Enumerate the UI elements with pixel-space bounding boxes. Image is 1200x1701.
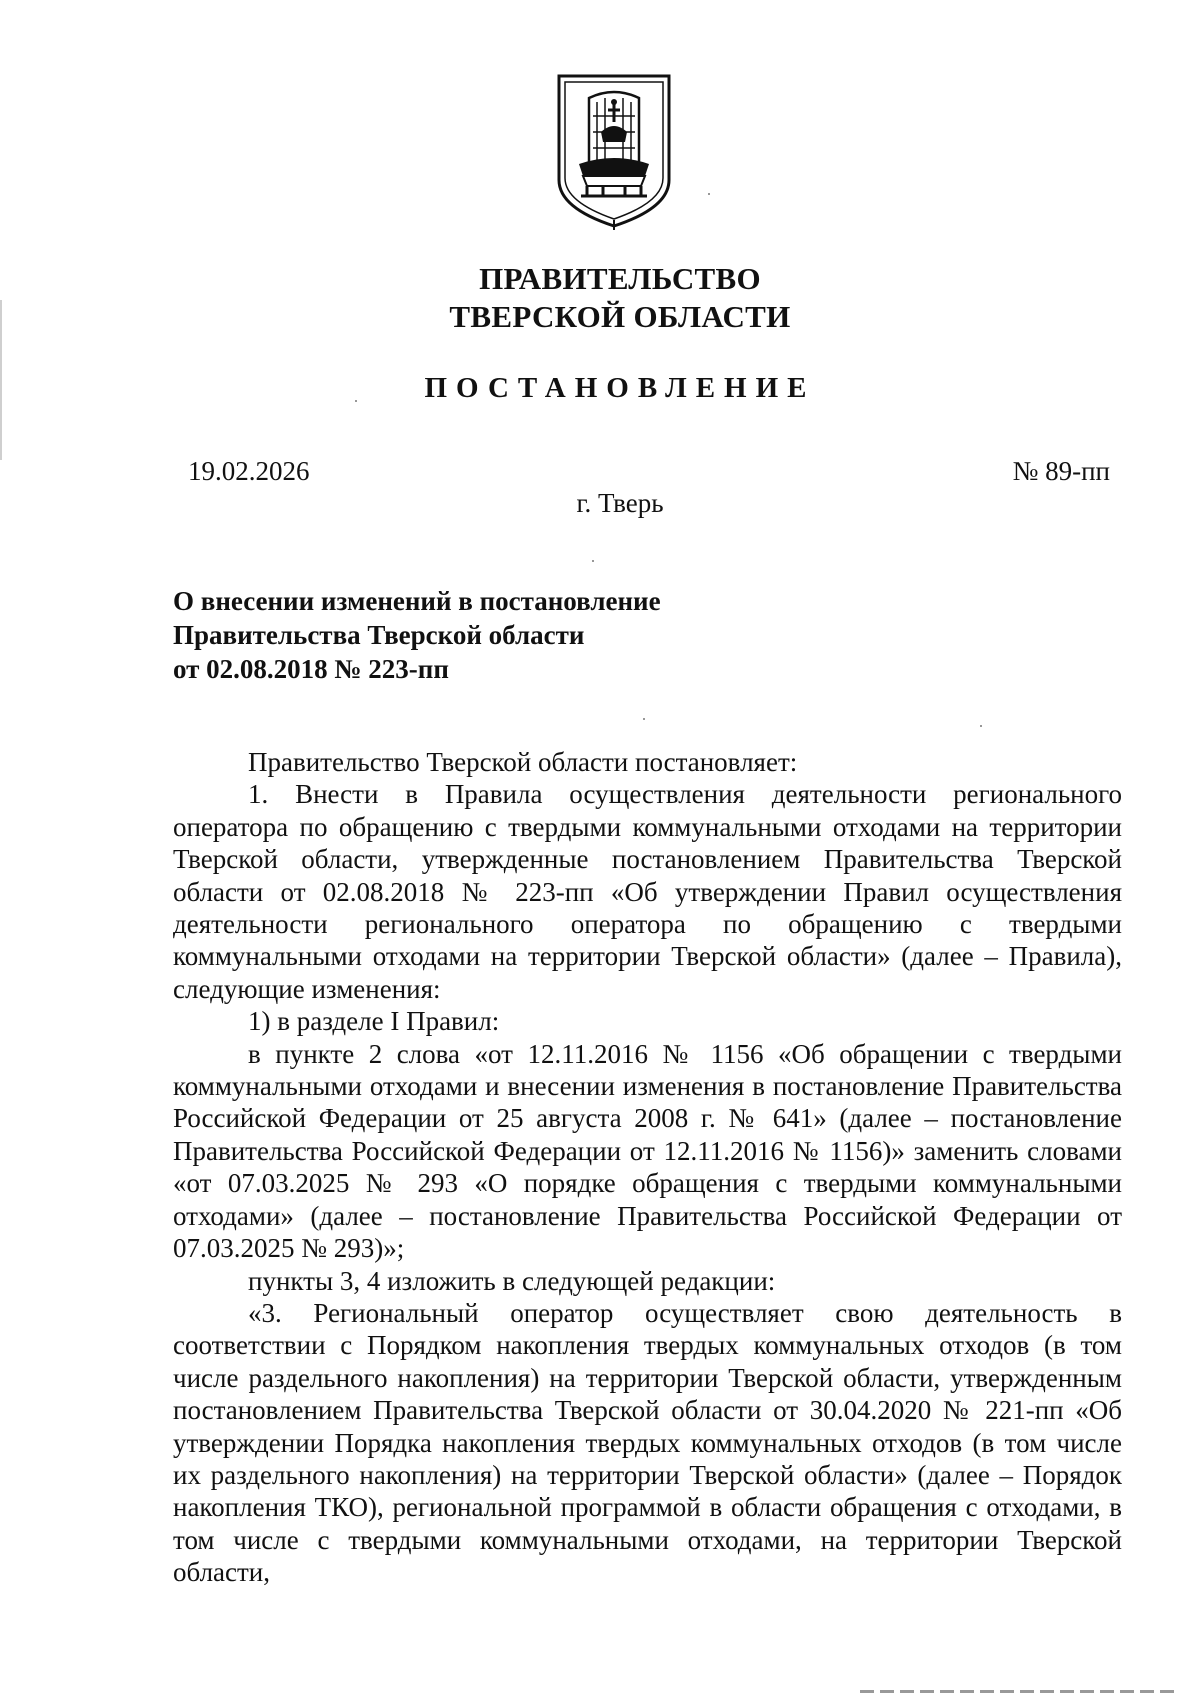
- subject-line3: от 02.08.2018 № 223-пп: [173, 654, 449, 684]
- document-city: г. Тверь: [576, 488, 664, 518]
- scan-edge-mark: [0, 300, 2, 460]
- body-paragraph-new-point-3: «3. Региональный оператор осуществляет свою деятельность в соответствии с Порядком накопления твердых коммунальных отходов (в том числе раздельного накопления) на территории Тверской области, утвержденным постановлением Правительства Тверской области от 30.04.2020 № 221-пп «Об утверждении Порядка накопления твердых коммунальных отходов (в том числе их раздельного накопления) на территории Тверской области» (далее – Порядок накопления ТКО), региональной программой в области обращения с отходами, в том числе с твердыми коммунальными отходами, на территории Тверской области,: [173, 1297, 1122, 1588]
- document-date: 19.02.2026: [188, 456, 310, 486]
- scan-bottom-mark: [860, 1690, 1180, 1693]
- body-paragraph-preamble: Правительство Тверской области постановляет:: [248, 747, 798, 777]
- body-paragraph-points-3-4: пункты 3, 4 изложить в следующей редакции:: [248, 1265, 776, 1296]
- subject-line1: О внесении изменений в постановление: [173, 586, 661, 616]
- tver-coat-of-arms-emblem: [553, 72, 675, 230]
- body-paragraph-subitem-1: 1) в разделе I Правил:: [248, 1006, 500, 1037]
- government-title-line1: ПРАВИТЕЛЬСТВО: [479, 261, 761, 296]
- scan-speck: [355, 400, 357, 402]
- document-subject: [173, 584, 661, 686]
- scan-speck: [708, 193, 710, 195]
- scan-speck: [980, 725, 982, 727]
- document-type-heading: ПОСТАНОВЛЕНИЕ: [424, 372, 816, 404]
- body-paragraph-item-1: 1. Внести в Правила осуществления деятельности регионального оператора по обращению с твердыми коммунальными отходами на территории Тверской области, утвержденные постановлением Правительства Тверской области от 02.08.2018 № 223-пп «Об утверждении Правил осуществления деятельности регионального оператора по обращению с твердыми коммунальными отходами на территории Тверской области» (далее – Правила), следующие изменения:: [173, 779, 1122, 1004]
- scan-speck: [592, 560, 594, 562]
- government-title: [300, 260, 940, 336]
- government-title-line2: ТВЕРСКОЙ ОБЛАСТИ: [449, 299, 791, 334]
- scan-speck: [643, 718, 645, 720]
- body-paragraph-point-2: в пункте 2 слова «от 12.11.2016 № 1156 «Об обращении с твердыми коммунальными отходами и внесении изменения в постановление Правительства Российской Федерации от 25 августа 2008 г. № 641» (далее – постановление Правительства Российской Федерации от 12.11.2016 № 1156)» заменить словами «от 07.03.2025 № 293 «О порядке обращения с твердыми коммунальными отходами» (далее – постановление Правительства Российской Федерации от 07.03.2025 № 293)»;: [173, 1038, 1122, 1264]
- document-body: [173, 746, 1122, 1589]
- document-number: № 89-пп: [1012, 456, 1110, 486]
- subject-line2: Правительства Тверской области: [173, 620, 585, 650]
